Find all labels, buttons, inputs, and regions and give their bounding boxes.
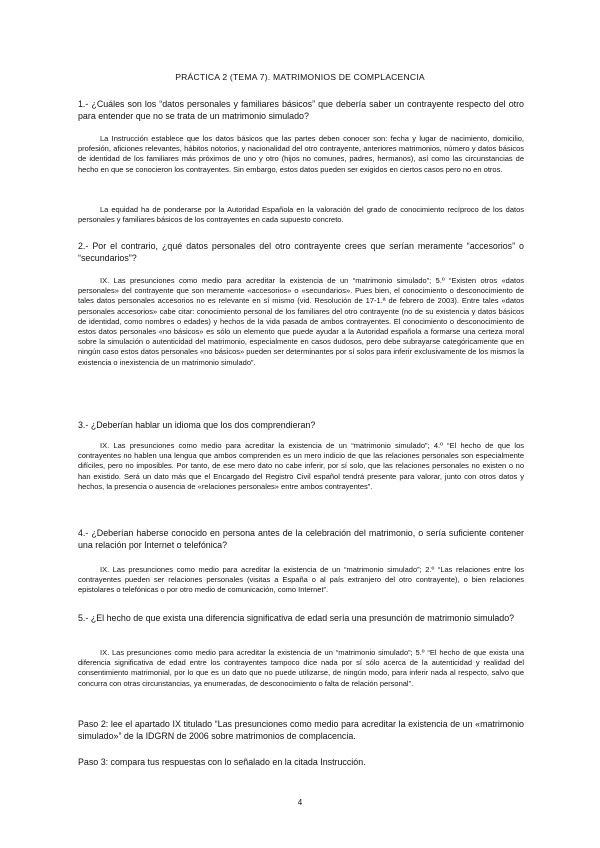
question-4: 4.- ¿Deberían haberse conocido en persona antes de la celebración del matrimonio, o sería suficiente contener una relación por Internet o telefónica? (78, 528, 524, 550)
answer-1-paragraph-1: La Instrucción establece que los datos básicos que las partes deben conocer son: fecha y lugar de nacimiento, domicilio, profesión, aficiones relevantes, hábitos notorios, y nacionalidad del otro contrayente, anteriores matrimonios, número y datos básicos de identidad de los familiares más próximos de uno y otro (hijos no comunes, padres, hermanos), así como las circunstancias de hecho en que se conocieron los contrayentes. Sin embargo, estos datos pueden ser exigidos en ciertos casos pero no en otros. (78, 134, 524, 174)
question-5: 5.- ¿El hecho de que exista una diferencia significativa de edad sería una presunción de matrimonio simulado? (78, 613, 515, 623)
answer-1-paragraph-2: La equidad ha de ponderarse por la Autoridad Española en la valoración del grado de conocimiento recíproco de los datos personales y familiares básicos de los contrayentes en cada supuesto concreto. (78, 205, 524, 225)
question-3: 3.- ¿Deberían hablar un idioma que los dos comprendieran? (78, 420, 316, 430)
question-1: 1.- ¿Cuáles son los “datos personales y familiares básicos” que debería saber un contrayente respecto del otro para entender que no se trata de un matrimonio simulado? (78, 99, 524, 121)
answer-3: IX. Las presunciones como medio para acreditar la existencia de un “matrimonio simulado”; 4.º “El hecho de que los contrayentes no hablen una lengua que ambos comprenden es un mero indicio de que las relaciones personales son especialmente difíciles, pero no imposibles. Por tanto, de ese mero dato no cabe inferir, por sí solo, que las relaciones personales no existen o no han existido. Será un dato más que el Encargado del Registro Civil español tendrá presente para valorar, junto con otros datos y hechos, la presencia o ausencia de «relaciones personales» entre ambos contrayentes”. (78, 441, 524, 491)
answer-5: IX. Las presunciones como medio para acreditar la existencia de un “matrimonio simulado”; 5.º “El hecho de que exista una diferencia significativa de edad entre los contrayentes tampoco dice nada por sí sólo acerca de la autenticidad y realidad del consentimiento matrimonial, por lo que es un dato que no puede utilizarse, de ningún modo, para inferir nada al respecto, salvo que concurra con otras circunstancias, ya enumeradas, de desconocimiento o falta de relación personal”. (78, 648, 524, 688)
step-3: Paso 3: compara tus respuestas con lo señalado en la citada Instrucción. (78, 757, 366, 767)
page-number: 4 (297, 798, 303, 807)
step-2: Paso 2: lee el apartado IX titulado “Las presunciones como medio para acreditar la existencia de un «matrimonio simulado»” de la IDGRN de 2006 sobre matrimonios de complacencia. (78, 719, 524, 741)
answer-4: IX. Las presunciones como medio para acreditar la existencia de un “matrimonio simulado”; 2.º “Las relaciones entre los contrayentes pueden ser relaciones personales (visitas a España o al país extranjero del otro contrayente), o bien relaciones epistolares o telefónicas o por otro medio de comunicación, como Internet”. (78, 565, 524, 595)
page-title: PRÁCTICA 2 (TEMA 7). MATRIMONIOS DE COMPLACENCIA (175, 72, 425, 82)
question-2: 2.- Por el contrario, ¿qué datos personales del otro contrayente crees que serían meramente “accesorios” o “secundarios”? (78, 241, 524, 263)
answer-2: IX. Las presunciones como medio para acreditar la existencia de un “matrimonio simulado”; 5.º “Existen otros «datos personales» del contrayente que son meramente «accesorios» o «secundarios». Pues bien, el conocimiento o desconocimiento de tales datos personales accesorios no es relevante en sí mismo (vid. Resolución de 17-1.ª de febrero de 2003). Entre tales «datos personales accesorios» cabe citar: conocimiento personal de los familiares del otro contrayente (no de su existencia y datos básicos de identidad, como nombres o edades) y hechos de la vida pasada de ambos contrayentes. El conocimiento o desconocimiento de estos datos personales «no básicos» es sólo un elemento que puede ayudar a la Autoridad española a formarse una certeza moral sobre la simulación o autenticidad del matrimonio, especialmente en casos dudosos, pero debe subrayarse categóricamente que en ningún caso estos datos personales «no básicos» pueden ser determinantes por sí solos para inferir exclusivamente de los mismos la existencia o inexistencia de un matrimonio simulado”. (78, 276, 524, 367)
